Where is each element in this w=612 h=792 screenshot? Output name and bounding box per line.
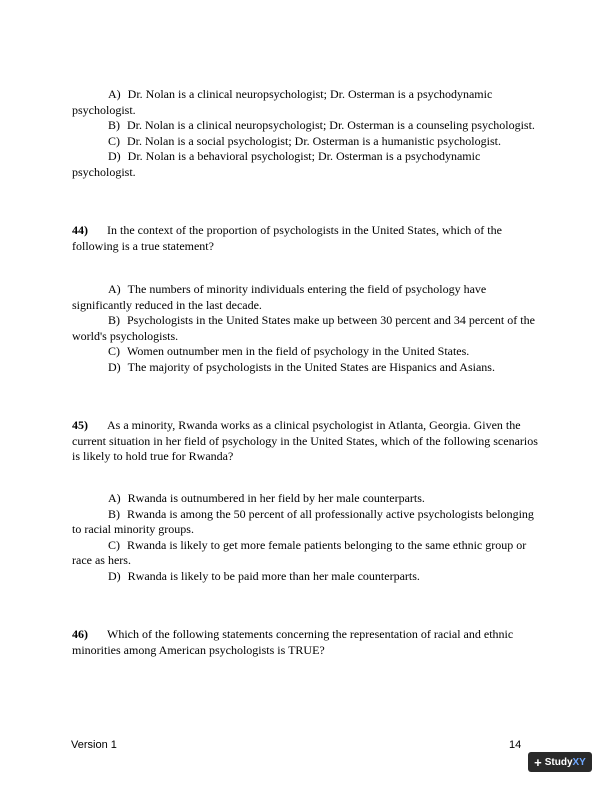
option-d: D) Dr. Nolan is a behavioral psychologist; Dr. Osterman is a psychodynamic psychologist.	[72, 149, 481, 179]
option-c: C) Rwanda is likely to get more female patients belonging to the same ethnic group or race as hers.	[72, 537, 527, 567]
question-44-stem	[72, 223, 544, 254]
question-number: 46)	[72, 627, 88, 641]
question-45-stem	[72, 418, 544, 465]
option-a: A) Dr. Nolan is a clinical neuropsychologist; Dr. Osterman is a psychodynamic psychologist.	[72, 87, 493, 117]
studyxy-badge[interactable]	[528, 752, 592, 772]
prev-question-options	[72, 87, 544, 180]
option-d: D) Rwanda is likely to be paid more than her male counterparts.	[108, 568, 420, 583]
question-text: As a minority, Rwanda works as a clinical psychologist in Atlanta, Georgia. Given the current situation in her field of psychology in the United States, which of the following scenarios is likely to hold true for Rwanda?	[72, 418, 538, 463]
option-a: A) The numbers of minority individuals entering the field of psychology have significantly reduced in the last decade.	[72, 282, 487, 312]
option-b: B) Psychologists in the United States make up between 30 percent and 34 percent of the world's psychologists.	[72, 313, 535, 343]
footer-page-number: 14	[509, 739, 522, 751]
question-46-stem	[72, 627, 544, 658]
option-b: B) Dr. Nolan is a clinical neuropsychologist; Dr. Osterman is a counseling psychologist.	[108, 118, 535, 132]
question-number: 45)	[72, 418, 88, 432]
question-44-options	[72, 282, 544, 375]
question-45-options	[72, 491, 544, 584]
question-text: Which of the following statements concerning the representation of racial and ethnic minorities among American psychologists is TRUE?	[72, 627, 514, 657]
option-c: C) Dr. Nolan is a social psychologist; Dr. Osterman is a humanistic psychologist.	[108, 133, 501, 148]
option-c: C) Women outnumber men in the field of psychology in the United States.	[108, 344, 470, 358]
question-number: 44)	[72, 223, 88, 237]
option-a: A) Rwanda is outnumbered in her field by her male counterparts.	[108, 491, 425, 505]
footer-version: Version 1	[71, 739, 117, 751]
plus-icon: +	[534, 754, 542, 770]
badge-brand: StudyXY	[544, 756, 586, 768]
option-b: B) Rwanda is among the 50 percent of all professionally active psychologists belonging to racial minority groups.	[72, 506, 534, 536]
option-d: D) The majority of psychologists in the United States are Hispanics and Asians.	[108, 359, 495, 374]
question-text: In the context of the proportion of psychologists in the United States, which of the following is a true statement?	[72, 223, 502, 253]
